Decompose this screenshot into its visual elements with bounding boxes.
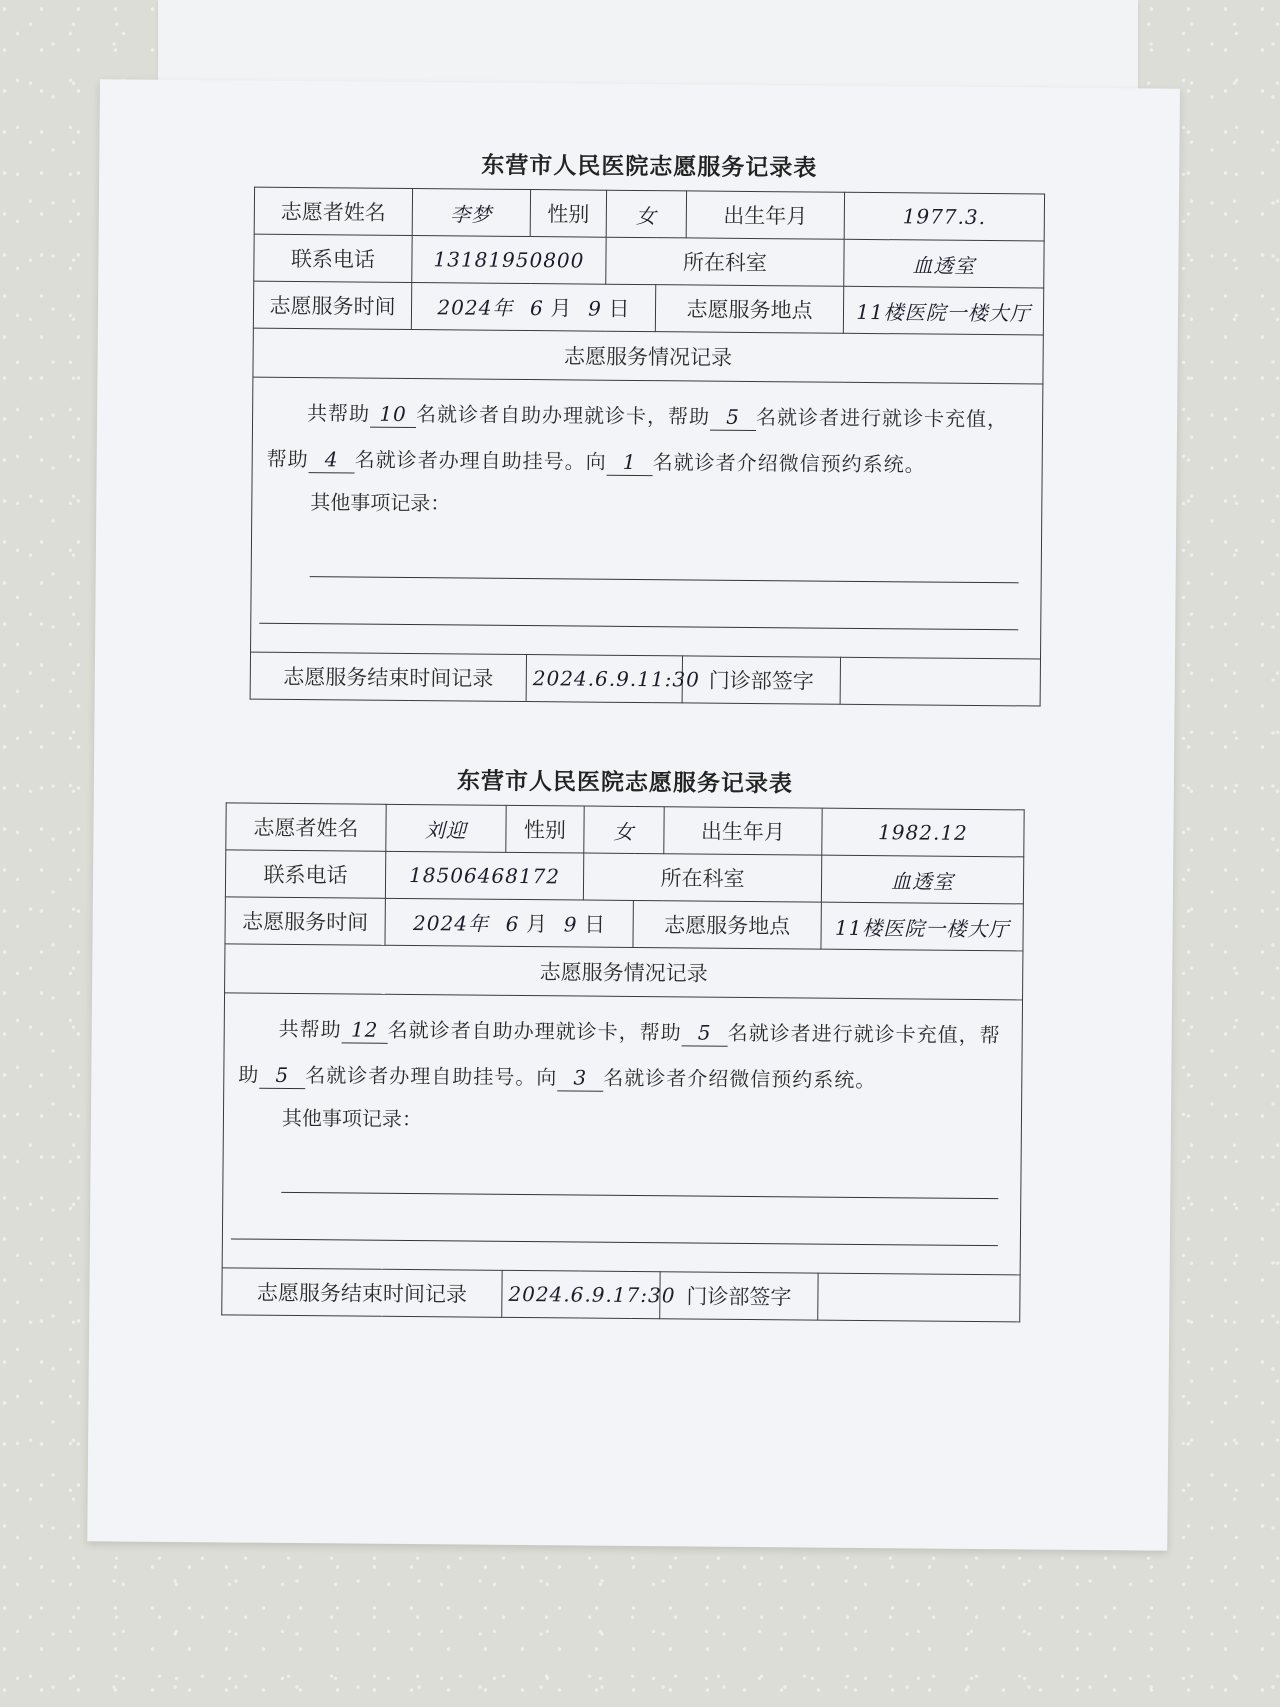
table-row — [225, 897, 1023, 951]
service-record — [222, 993, 1022, 1275]
section-heading: 志愿服务情况记录 — [253, 328, 1043, 384]
month-unit: 月 — [550, 296, 572, 321]
gender-value: 女 — [606, 190, 686, 238]
service-day: 9 — [588, 296, 603, 321]
name-label: 志愿者姓名 — [254, 187, 412, 235]
department-label: 所在科室 — [583, 853, 821, 902]
birth-label: 出生年月 — [686, 191, 844, 239]
back-sheet-edge — [158, 0, 1138, 91]
form-title: 东营市人民医院志愿服务记录表 — [481, 151, 818, 182]
service-time-label: 志愿服务时间 — [253, 281, 411, 329]
record-form-2 — [221, 760, 1024, 1322]
record-text: 名就诊者进行就诊卡充值，帮助 — [238, 1020, 1001, 1087]
notes-line — [231, 1238, 998, 1246]
notes-line — [310, 576, 1019, 583]
end-time-label: 志愿服务结束时间记录 — [250, 652, 526, 701]
record-text: 名就诊者办理自助挂号。向 — [305, 1063, 558, 1090]
section-heading: 志愿服务情况记录 — [225, 944, 1023, 1000]
service-time-label: 志愿服务时间 — [225, 897, 385, 945]
service-year: 2024年 — [437, 295, 514, 320]
signature-value — [818, 1273, 1020, 1322]
record-text: 名就诊者办理自助挂号。向 — [354, 447, 607, 474]
form-table — [221, 802, 1024, 1322]
record-text: 共帮助 — [307, 401, 371, 426]
end-time-value: 2024.6.9.17:30 — [502, 1270, 660, 1318]
name-label: 志愿者姓名 — [226, 803, 386, 851]
end-time-label: 志愿服务结束时间记录 — [222, 1268, 502, 1317]
gender-label: 性别 — [530, 190, 606, 238]
record-text: 名就诊者进行就诊卡充值，帮助 — [266, 405, 1009, 472]
service-date-value — [411, 283, 655, 332]
other-notes-label: 其他事项记录： — [281, 1105, 423, 1132]
phone-value: 13181950800 — [412, 236, 606, 285]
record-text: 名就诊者介绍微信预约系统。 — [652, 450, 926, 477]
department-value: 血透室 — [844, 239, 1044, 288]
name-value: 李梦 — [412, 189, 530, 237]
wechat-intro-count: 3 — [557, 1064, 603, 1091]
wechat-intro-count: 1 — [607, 449, 653, 476]
phone-value: 18506468172 — [385, 851, 583, 900]
signature-label: 门诊部签字 — [682, 656, 840, 704]
month-unit: 月 — [526, 912, 548, 937]
helped-card-count: 10 — [370, 401, 416, 428]
gender-value: 女 — [584, 806, 664, 854]
helped-recharge-count: 5 — [682, 1019, 728, 1046]
service-month: 6 — [529, 296, 544, 321]
service-place-value: 11楼医院一楼大厅 — [843, 286, 1043, 335]
helped-recharge-count: 5 — [710, 404, 756, 431]
table-row — [225, 850, 1023, 904]
day-unit: 日 — [584, 912, 606, 937]
service-year: 2024年 — [413, 911, 490, 936]
signature-label: 门诊部签字 — [660, 1272, 818, 1320]
service-record — [251, 377, 1043, 659]
notes-line — [259, 623, 1018, 631]
birth-label: 出生年月 — [664, 807, 822, 855]
record-form-1 — [250, 145, 1045, 707]
notes-line — [281, 1192, 998, 1199]
record-text: 共帮助 — [278, 1016, 342, 1042]
form-table — [250, 187, 1045, 707]
helped-register-count: 5 — [259, 1062, 305, 1089]
service-place-label: 志愿服务地点 — [655, 285, 843, 334]
service-month: 6 — [505, 911, 520, 936]
table-row — [254, 187, 1044, 241]
table-row — [253, 328, 1043, 384]
birth-value: 1977.3. — [844, 192, 1044, 241]
department-value: 血透室 — [821, 855, 1023, 904]
service-date-value — [385, 898, 633, 947]
table-row — [250, 652, 1040, 706]
table-row — [222, 1268, 1020, 1322]
record-paragraph — [267, 390, 1029, 489]
helped-register-count: 4 — [309, 446, 355, 473]
record-text: 名就诊者介绍微信预约系统。 — [603, 1065, 877, 1093]
department-label: 所在科室 — [606, 237, 844, 286]
signature-value — [840, 657, 1040, 706]
phone-label: 联系电话 — [225, 850, 385, 898]
phone-label: 联系电话 — [254, 234, 412, 282]
form-title: 东营市人民医院志愿服务记录表 — [456, 767, 794, 798]
day-unit: 日 — [608, 296, 630, 321]
helped-card-count: 12 — [342, 1016, 388, 1043]
record-paragraph — [238, 1006, 1008, 1105]
service-day: 9 — [563, 912, 578, 937]
paper-sheet — [87, 79, 1180, 1550]
record-text: 名就诊者自助办理就诊卡，帮助 — [416, 402, 711, 429]
table-row — [253, 281, 1043, 335]
service-place-value: 11楼医院一楼大厅 — [821, 902, 1023, 951]
table-row — [225, 944, 1023, 1000]
table-row — [222, 993, 1022, 1275]
table-row — [251, 377, 1043, 659]
record-text: 名就诊者自助办理就诊卡，帮助 — [387, 1017, 682, 1045]
table-row — [254, 234, 1044, 288]
gender-label: 性别 — [506, 805, 584, 853]
service-place-label: 志愿服务地点 — [633, 900, 821, 949]
end-time-value: 2024.6.9.11:30 — [526, 655, 682, 703]
other-notes-label: 其他事项记录： — [310, 490, 451, 516]
name-value: 刘迎 — [386, 804, 506, 852]
birth-value: 1982.12 — [822, 808, 1024, 857]
table-row — [226, 803, 1024, 857]
